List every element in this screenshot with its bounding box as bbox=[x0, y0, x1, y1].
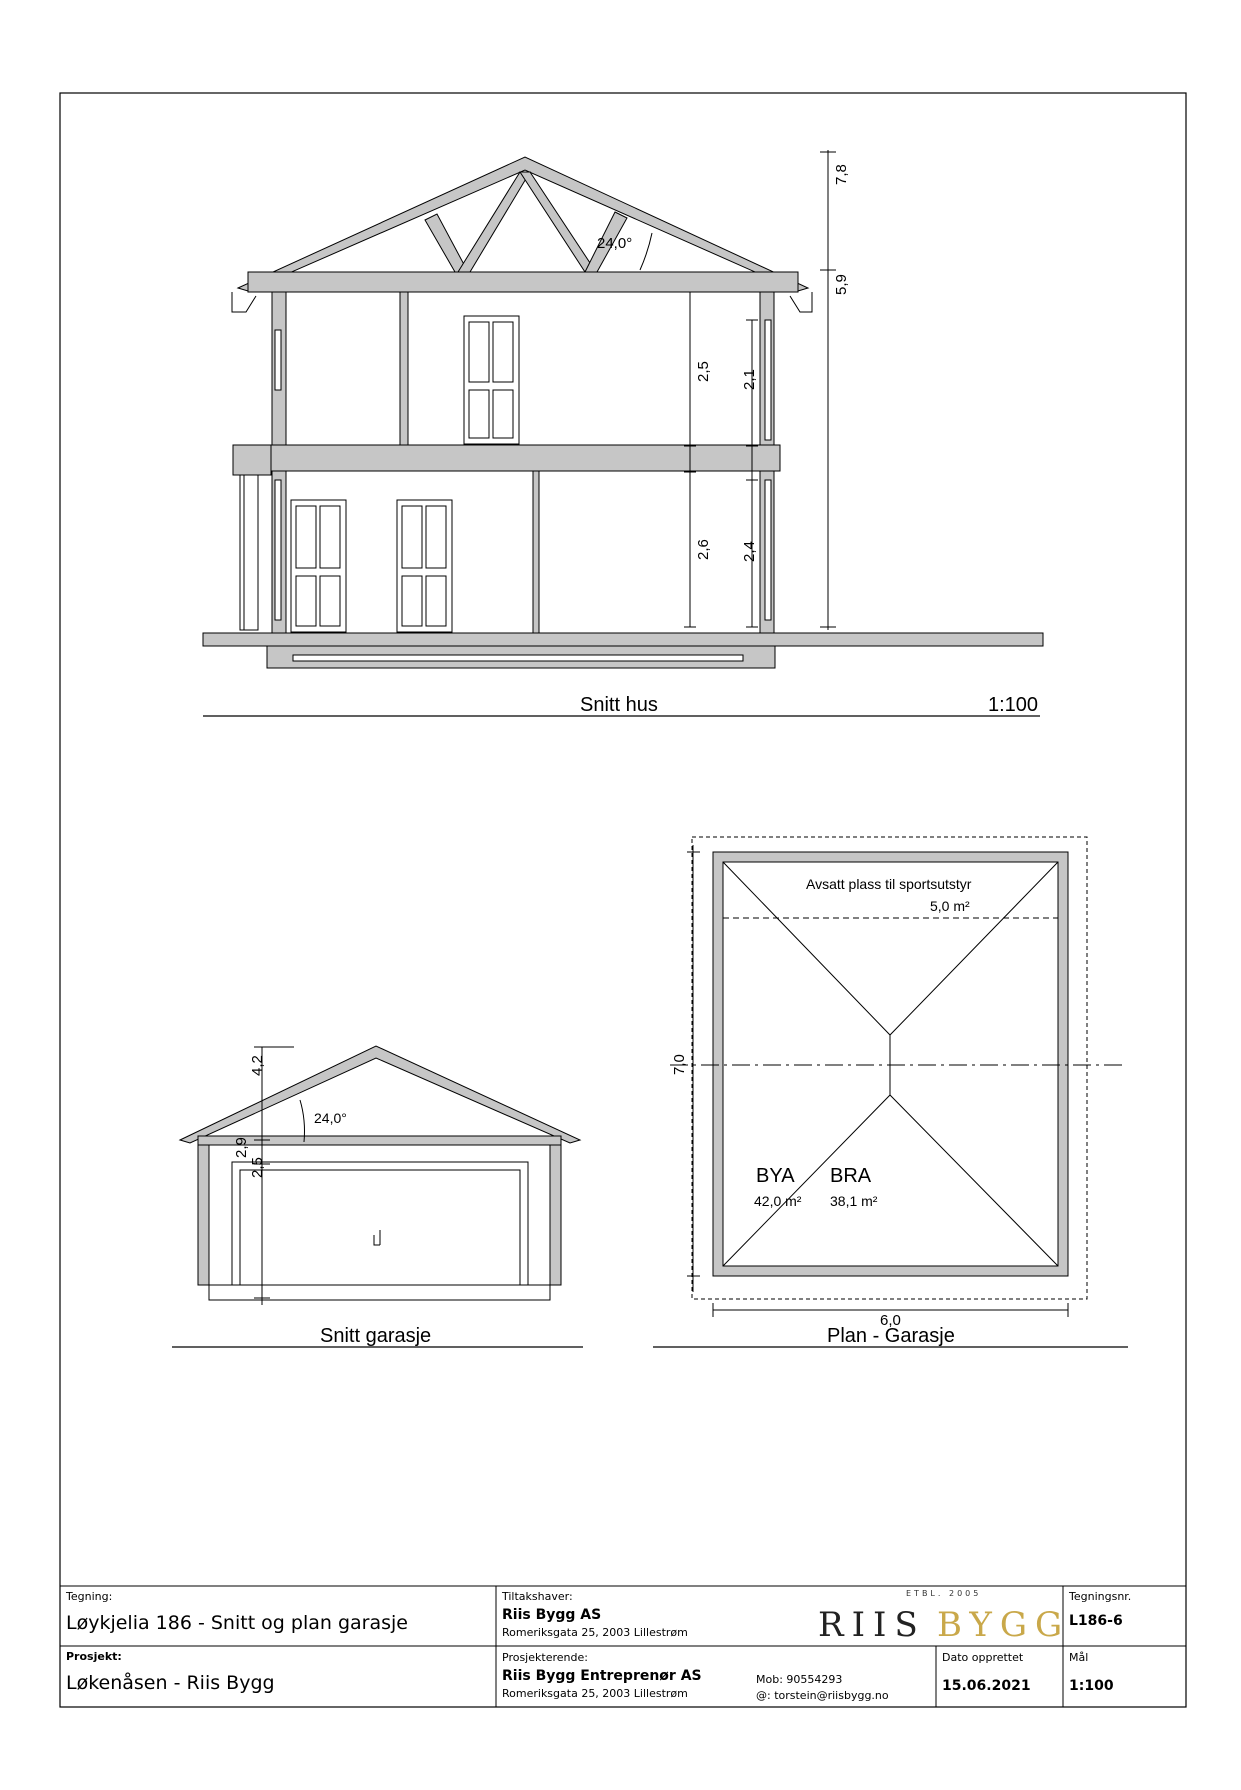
garage-dim-wall-height: 2,5 bbox=[249, 1157, 266, 1178]
project-caption: Prosjekt: bbox=[66, 1650, 122, 1663]
house-section-scale: 1:100 bbox=[988, 694, 1039, 716]
garage-plan-bra-value: 38,1 m² bbox=[830, 1193, 878, 1209]
house-dim-eave-height: 5,9 bbox=[833, 274, 850, 295]
garage-plan-storage-label: Avsatt plass til sportsutstyr bbox=[806, 876, 972, 892]
designer-name: Riis Bygg Entreprenør AS bbox=[502, 1668, 702, 1684]
owner-caption: Tiltakshaver: bbox=[502, 1590, 573, 1603]
drawing-no-caption: Tegningsnr. bbox=[1069, 1590, 1132, 1603]
garage-dim-eave-height: 2,9 bbox=[233, 1137, 250, 1158]
date: 15.06.2021 bbox=[942, 1678, 1031, 1694]
designer-address: Romeriksgata 25, 2003 Lillestrøm bbox=[502, 1687, 688, 1700]
garage-dim-total-height: 4,2 bbox=[249, 1055, 266, 1076]
riis-bygg-logo bbox=[818, 1589, 1070, 1645]
garage-plan-width: 6,0 bbox=[880, 1312, 901, 1329]
email: @: torstein@riisbygg.no bbox=[756, 1689, 889, 1702]
house-dim-total-height: 7,8 bbox=[833, 164, 850, 185]
house-dim-floor1: 2,6 bbox=[695, 539, 712, 560]
house-dim-window1: 2,4 bbox=[741, 541, 758, 562]
owner-address: Romeriksgata 25, 2003 Lillestrøm bbox=[502, 1626, 688, 1639]
date-caption: Dato opprettet bbox=[942, 1651, 1024, 1664]
logo-riis: RIIS bbox=[818, 1605, 926, 1645]
garage-plan-drawing bbox=[653, 837, 1128, 1347]
house-section-label: Snitt hus bbox=[580, 694, 658, 716]
drawing-caption: Tegning: bbox=[66, 1590, 113, 1603]
project-name: Løkenåsen - Riis Bygg bbox=[66, 1672, 275, 1694]
garage-plan-label: Plan - Garasje bbox=[827, 1325, 955, 1347]
garage-plan-storage-area: 5,0 m² bbox=[930, 898, 970, 914]
scale: 1:100 bbox=[1069, 1678, 1114, 1694]
house-roof-angle: 24,0° bbox=[597, 235, 633, 252]
garage-plan-bra-label: BRA bbox=[830, 1165, 872, 1187]
owner-name: Riis Bygg AS bbox=[502, 1607, 602, 1623]
house-dim-window2: 2,1 bbox=[741, 369, 758, 390]
garage-plan-bya-label: BYA bbox=[756, 1165, 795, 1187]
garage-section-drawing bbox=[172, 1046, 583, 1347]
designer-caption: Prosjekterende: bbox=[502, 1651, 588, 1664]
phone: Mob: 90554293 bbox=[756, 1673, 843, 1686]
scale-caption: Mål bbox=[1069, 1651, 1089, 1664]
garage-roof-angle: 24,0° bbox=[314, 1110, 347, 1126]
garage-section-label: Snitt garasje bbox=[320, 1325, 432, 1347]
drawing-title: Løykjelia 186 - Snitt og plan garasje bbox=[66, 1612, 408, 1634]
garage-plan-bya-value: 42,0 m² bbox=[754, 1193, 802, 1209]
drawing-no: L186-6 bbox=[1069, 1613, 1123, 1629]
garage-plan-depth: 7,0 bbox=[671, 1054, 688, 1075]
house-dim-floor2: 2,5 bbox=[695, 361, 712, 382]
logo-etbl: ETBL. 2005 bbox=[906, 1589, 982, 1598]
logo-bygg: BYGG bbox=[937, 1605, 1071, 1645]
